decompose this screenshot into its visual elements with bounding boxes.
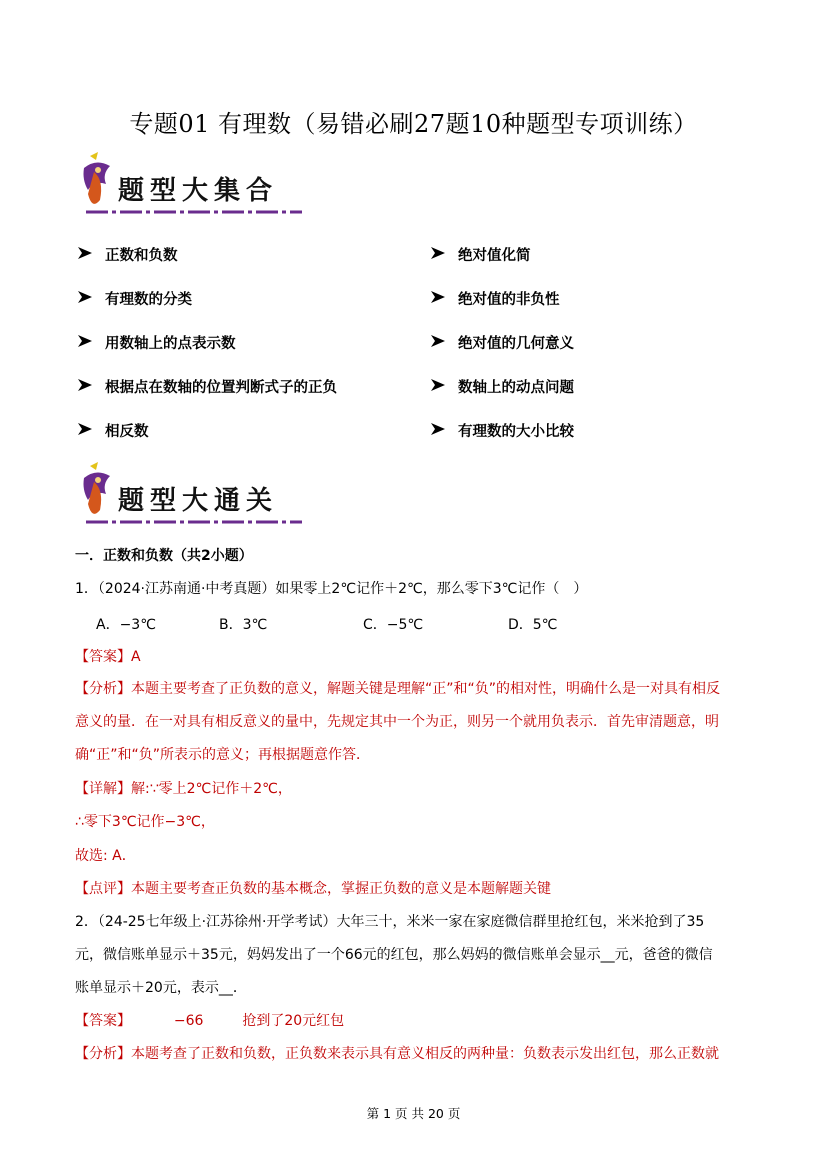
toc-label: 根据点在数轴的位置判断式子的正负: [105, 380, 337, 396]
toc-label: 数轴上的动点问题: [458, 380, 574, 396]
arrow-bullet-icon: [429, 245, 447, 265]
toc-label: 绝对值的几何意义: [458, 336, 574, 352]
toc-item: [429, 332, 574, 353]
arrow-bullet-icon: [429, 421, 447, 441]
banner-label: 题型大通关: [118, 486, 279, 516]
toc-label: 绝对值化简: [458, 248, 531, 264]
analysis-line: 意义的量．在一对具有相反意义的量中，先规定其中一个为正，则另一个就用负表示．首先审清题意，明: [75, 714, 719, 730]
arrow-bullet-icon: [429, 289, 447, 309]
toc-label: 有理数的大小比较: [458, 424, 574, 440]
detail-line: ∴零下3℃记作−3℃，: [75, 814, 215, 830]
question-stem: 元，微信账单显示＋35元，妈妈发出了一个66元的红包，那么妈妈的微信账单会显示__元，爸爸的微信: [75, 947, 713, 963]
detail-line: 【详解】解:∵零上2℃记作＋2℃，: [75, 781, 292, 797]
toc-label: 绝对值的非负性: [458, 292, 560, 308]
toc-item: [429, 244, 531, 265]
page-footer: 第 1 页 共 20 页: [366, 1106, 461, 1121]
question-stem: 1．（2024·江苏南通·中考真题）如果零上2℃记作＋2℃，那么零下3℃记作（ ）: [75, 581, 588, 597]
arrow-bullet-icon: [76, 289, 94, 309]
arrow-bullet-icon: [429, 333, 447, 353]
arrow-bullet-icon: [76, 421, 94, 441]
comment-line: 【点评】本题主要考查正负数的基本概念，掌握正负数的意义是本题解题关键: [75, 881, 551, 897]
answer-value: 抢到了20元红包: [242, 1013, 345, 1029]
toc-item: [76, 288, 192, 309]
toc-item: [76, 376, 337, 397]
arrow-bullet-icon: [76, 245, 94, 265]
question-stem: 账单显示＋20元，表示__．: [75, 980, 247, 996]
analysis-line: 【分析】本题主要考查了正负数的意义，解题关键是理解“正”和“负”的相对性，明确什么是一对具有相反: [75, 681, 721, 697]
toc-item: [76, 332, 236, 353]
banner-label: 题型大集合: [118, 176, 279, 206]
option-c: C．−5℃: [363, 617, 424, 633]
toc-item: [76, 244, 178, 265]
analysis-line: 【分析】本题考查了正数和负数，正负数来表示具有意义相反的两种量：负数表示发出红包，那么正数就: [75, 1046, 719, 1062]
analysis-line: 确“正”和“负”所表示的意义；再根据题意作答．: [75, 747, 371, 763]
answer-label: 【答案】: [75, 1013, 131, 1029]
section-banner-practice: [76, 460, 306, 530]
arrow-bullet-icon: [76, 377, 94, 397]
toc-item: [429, 376, 574, 397]
section-banner-collection: [76, 150, 306, 220]
detail-line: 故选: A．: [75, 848, 136, 864]
question-stem: 2．（24-25七年级上·江苏徐州·开学考试）大年三十，米米一家在家庭微信群里抢红包，米米抢到了35: [75, 914, 705, 930]
option-a: A．−3℃: [96, 617, 156, 633]
section-heading: 一．正数和负数（共2小题）: [75, 548, 253, 564]
option-d: D．5℃: [508, 617, 558, 633]
toc-label: 用数轴上的点表示数: [105, 336, 236, 352]
answer-value: −66: [173, 1013, 204, 1029]
page-title: 专题01 有理数（易错必刷27题10种题型专项训练）: [129, 110, 698, 138]
arrow-bullet-icon: [429, 377, 447, 397]
arrow-bullet-icon: [76, 333, 94, 353]
toc-item: [429, 288, 560, 309]
toc-item: [76, 420, 149, 441]
answer-line: 【答案】A: [75, 649, 141, 665]
toc-label: 相反数: [105, 424, 149, 440]
toc-label: 有理数的分类: [105, 292, 192, 308]
toc-item: [429, 420, 574, 441]
option-b: B．3℃: [219, 617, 268, 633]
toc-label: 正数和负数: [105, 248, 178, 264]
answer-line: [75, 1010, 344, 1032]
